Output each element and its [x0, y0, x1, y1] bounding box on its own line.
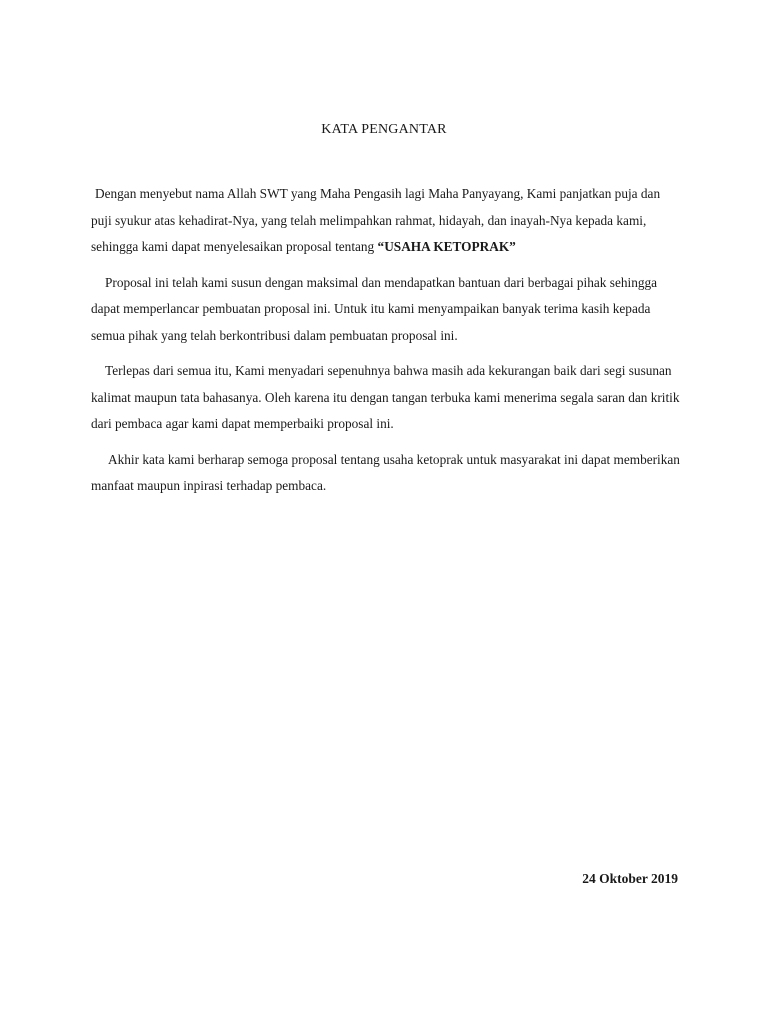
paragraph-closing-text: Akhir kata kami berharap semoga proposal tentang usaha ketoprak untuk masyarakat ini dapat memberikan manfaat maupun inpirasi terhadap pembaca.: [91, 451, 680, 493]
paragraph-intro-text: Dengan menyebut nama Allah SWT yang Maha Pengasih lagi Maha Panyayang, Kami panjatkan puja dan puji syukur atas kehadirat-Nya, yang telah melimpahkan rahmat, hidayah, dan inayah-Nya kepada kami, sehingga kami dapat menyelesaikan proposal tentang: [91, 186, 661, 254]
paragraph-closing: [91, 447, 681, 500]
page-title: KATA PENGANTAR: [321, 122, 447, 137]
paragraph-apology: [91, 358, 681, 438]
paragraph-apology-text: Terlepas dari semua itu, Kami menyadari sepenuhnya bahwa masih ada kekurangan baik dari segi susunan kalimat maupun tata bahasanya. Oleh karena itu dengan tangan terbuka kami menerima segala saran dan kritik dari pembaca agar kami dapat memperbaiki proposal ini.: [91, 363, 680, 431]
paragraph-thanks-text: Proposal ini telah kami susun dengan maksimal dan mendapatkan bantuan dari berbagai pihak sehingga dapat memperlancar pembuatan proposal ini. Untuk itu kami menyampaikan banyak terima kasih kepada semua pihak yang telah berkontribusi dalam pembuatan proposal ini.: [91, 274, 658, 343]
document-date: 24 Oktober 2019: [582, 871, 678, 886]
paragraph-thanks: [91, 270, 681, 350]
document-body: [91, 181, 681, 509]
paragraph-intro: [91, 181, 681, 261]
proposal-topic: “USAHA KETOPRAK”: [377, 239, 516, 254]
